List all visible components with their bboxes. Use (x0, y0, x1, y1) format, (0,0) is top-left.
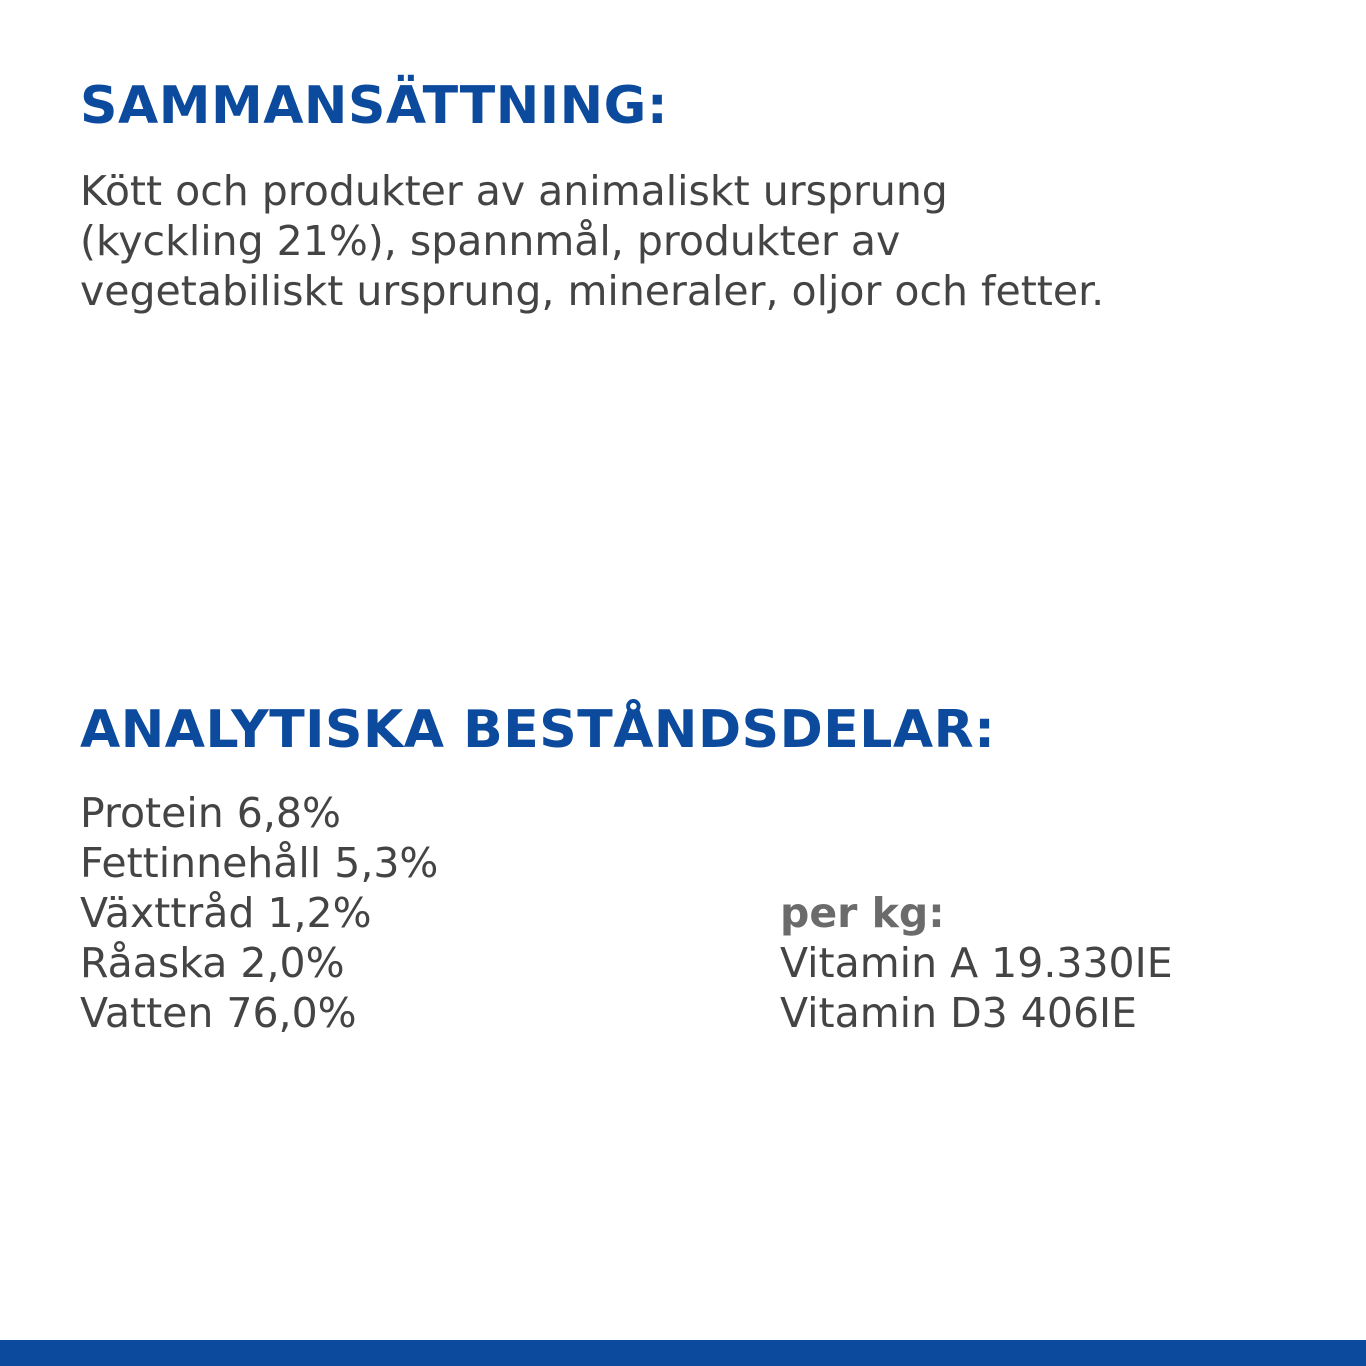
composition-heading: SAMMANSÄTTNING: (80, 76, 669, 136)
vitamin-list (780, 888, 1173, 1038)
per-kg-label: per kg: (780, 889, 945, 937)
vitamin-d3: Vitamin D3 406IE (780, 989, 1138, 1037)
composition-line: (kyckling 21%), spannmål, produkter av (80, 217, 901, 265)
constituent-fat: Fettinnehåll 5,3% (80, 839, 439, 887)
analytic-constituents-list (80, 788, 438, 1038)
composition-line: vegetabiliskt ursprung, mineraler, oljor och fetter. (80, 267, 1105, 315)
composition-line: Kött och produkter av animaliskt ursprung (80, 167, 948, 215)
constituent-ash: Råaska 2,0% (80, 939, 345, 987)
constituent-water: Vatten 76,0% (80, 989, 357, 1037)
vitamin-a: Vitamin A 19.330IE (780, 939, 1173, 987)
constituent-protein: Protein 6,8% (80, 789, 341, 837)
composition-text (80, 166, 1104, 316)
constituent-fibre: Växttråd 1,2% (80, 889, 372, 937)
analytic-heading: ANALYTISKA BESTÅNDSDELAR: (80, 700, 996, 760)
bottom-accent-bar (0, 1340, 1366, 1366)
